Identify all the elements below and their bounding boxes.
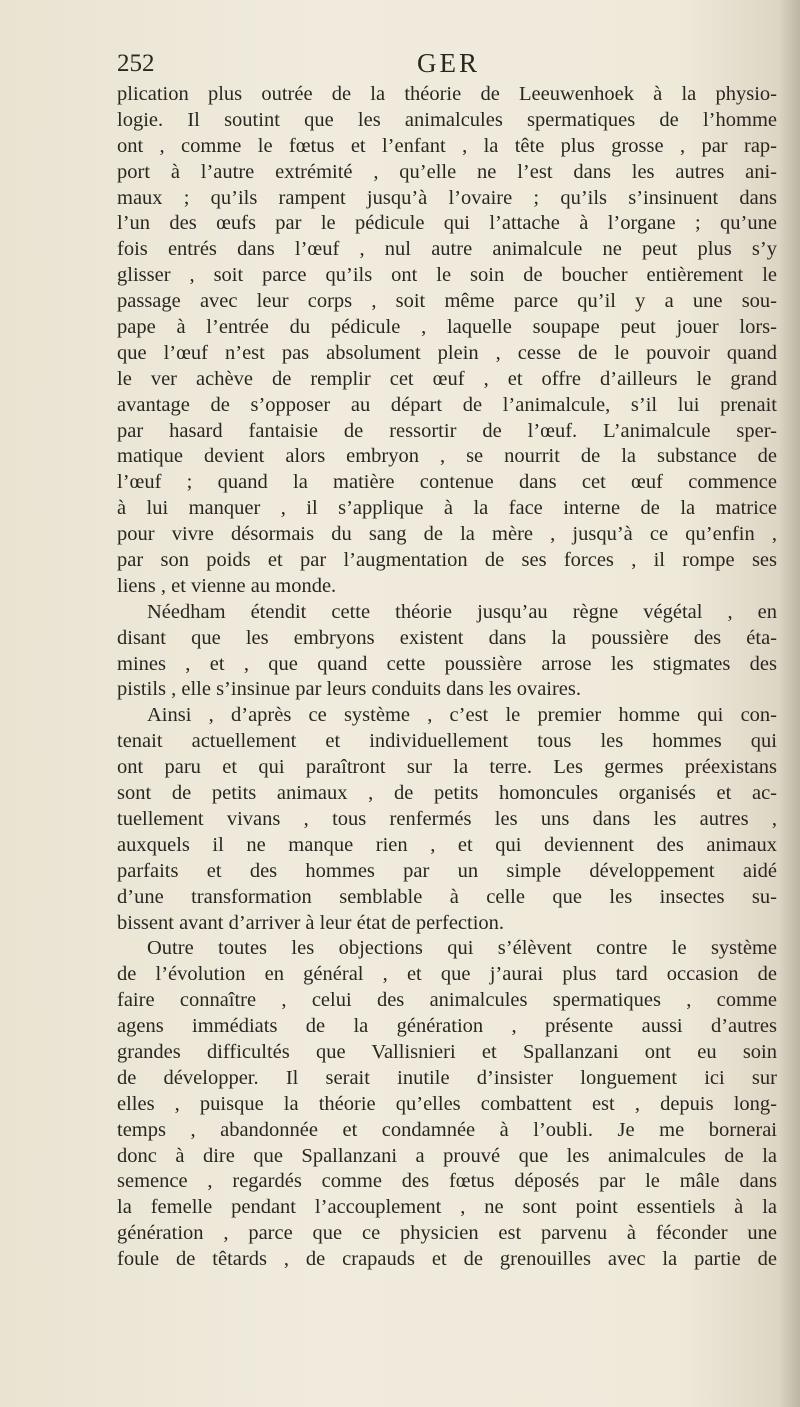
text-line: logie. Il soutint que les animalcules spermatiques de l’homme (117, 108, 777, 131)
running-head: GER (417, 48, 480, 78)
paragraph-3 (117, 703, 777, 936)
text-line: Outre toutes les objections qui s’élèvent contre le système (147, 937, 777, 960)
page-number: 252 (117, 50, 155, 77)
text-line: sont de petits animaux , de petits homoncules organisés et ac- (117, 782, 777, 805)
text-line: de développer. Il serait inutile d’insister longuement ici sur (117, 1066, 777, 1089)
text-line: tuellement vivans , tous renfermés les uns dans les autres , (117, 807, 777, 830)
paragraph-1 (117, 82, 777, 600)
text-line: plication plus outrée de la théorie de Leeuwenhoek à la physio- (117, 83, 777, 105)
text-line: pistils , elle s’insinue par leurs conduits dans les ovaires. (117, 678, 582, 701)
text-line: d’une transformation semblable à celle que les insectes su- (117, 885, 777, 908)
text-line: mines , et , que quand cette poussière arrose les stigmates des (117, 652, 777, 675)
text-line: glisser , soit parce qu’ils ont le soin de boucher entièrement le (117, 264, 777, 287)
text-line: auxquels il ne manque rien , et qui deviennent des animaux (117, 833, 777, 856)
body-text (117, 82, 777, 1273)
text-line: fois entrés dans l’œuf , nul autre animalcule ne peut plus s’y (117, 238, 777, 261)
text-line: pour vivre désormais du sang de la mère , jusqu’à ce qu’enfin , (117, 523, 777, 546)
text-line: bissent avant d’arriver à leur état de perfection. (117, 911, 505, 934)
text-line: disant que les embryons existent dans la poussière des éta- (117, 626, 777, 649)
text-line: la femelle pendant l’accouplement , ne sont point essentiels à la (117, 1196, 777, 1219)
text-line: l’œuf ; quand la matière contenue dans cet œuf commence (117, 471, 777, 494)
text-line: donc à dire que Spallanzani a prouvé que les animalcules de la (117, 1144, 777, 1167)
text-line: semence , regardés comme des fœtus déposés par le mâle dans (117, 1170, 777, 1193)
text-line: matique devient alors embryon , se nourrit de la substance de (117, 445, 777, 468)
paragraph-4 (117, 936, 777, 1273)
text-line: ont , comme le fœtus et l’enfant , la tête plus grosse , par rap- (117, 134, 777, 157)
text-line: à lui manquer , il s’applique à la face interne de la matrice (117, 497, 777, 520)
text-line: de l’évolution en général , et que j’aurai plus tard occasion de (117, 963, 777, 986)
text-line: pape à l’entrée du pédicule , laquelle soupape peut jouer lors- (117, 316, 777, 339)
text-line: elles , puisque la théorie qu’elles combattent est , depuis long- (117, 1092, 777, 1115)
paragraph-2 (117, 600, 777, 704)
text-line: que l’œuf n’est pas absolument plein , cesse de le pouvoir quand (117, 341, 777, 364)
text-line: ont paru et qui paraîtront sur la terre. Les germes préexistans (117, 756, 777, 779)
text-line: grandes difficultés que Vallisnieri et Spallanzani ont eu soin (117, 1040, 777, 1063)
text-line: port à l’autre extrémité , qu’elle ne l’est dans les autres ani- (117, 160, 777, 183)
text-line: tenait actuellement et individuellement tous les hommes qui (117, 730, 777, 753)
text-line: temps , abandonnée et condamnée à l’oubli. Je me bornerai (117, 1118, 777, 1141)
text-line: par hasard fantaisie de ressortir de l’œuf. L’animalcule sper- (117, 419, 777, 442)
text-line: génération , parce que ce physicien est parvenu à féconder une (117, 1222, 777, 1245)
text-line: par son poids et par l’augmentation de ses forces , il rompe ses (117, 549, 777, 572)
text-line: le ver achève de remplir cet œuf , et offre d’ailleurs le grand (117, 367, 777, 390)
text-line: liens , et vienne au monde. (117, 574, 337, 597)
text-line: parfaits et des hommes par un simple développement aidé (117, 859, 777, 882)
text-line: maux ; qu’ils rampent jusqu’à l’ovaire ; qu’ils s’insinuent dans (117, 186, 777, 209)
text-line: foule de têtards , de crapauds et de grenouilles avec la partie de (117, 1248, 777, 1271)
text-line: faire connaître , celui des animalcules spermatiques , comme (117, 989, 777, 1012)
text-line: passage avec leur corps , soit même parce qu’il y a une sou- (117, 290, 777, 313)
text-line: Néedham étendit cette théorie jusqu’au règne végétal , en (147, 600, 777, 623)
text-line: agens immédiats de la génération , présente aussi d’autres (117, 1015, 777, 1038)
text-line: avantage de s’opposer au départ de l’animalcule, s’il lui prenait (117, 393, 777, 416)
text-line: Ainsi , d’après ce système , c’est le premier homme qui con- (147, 704, 777, 727)
page-header (117, 48, 777, 82)
text-line: l’un des œufs par le pédicule qui l’attache à l’organe ; qu’une (117, 212, 777, 235)
page-edge-shadow (778, 0, 800, 1407)
